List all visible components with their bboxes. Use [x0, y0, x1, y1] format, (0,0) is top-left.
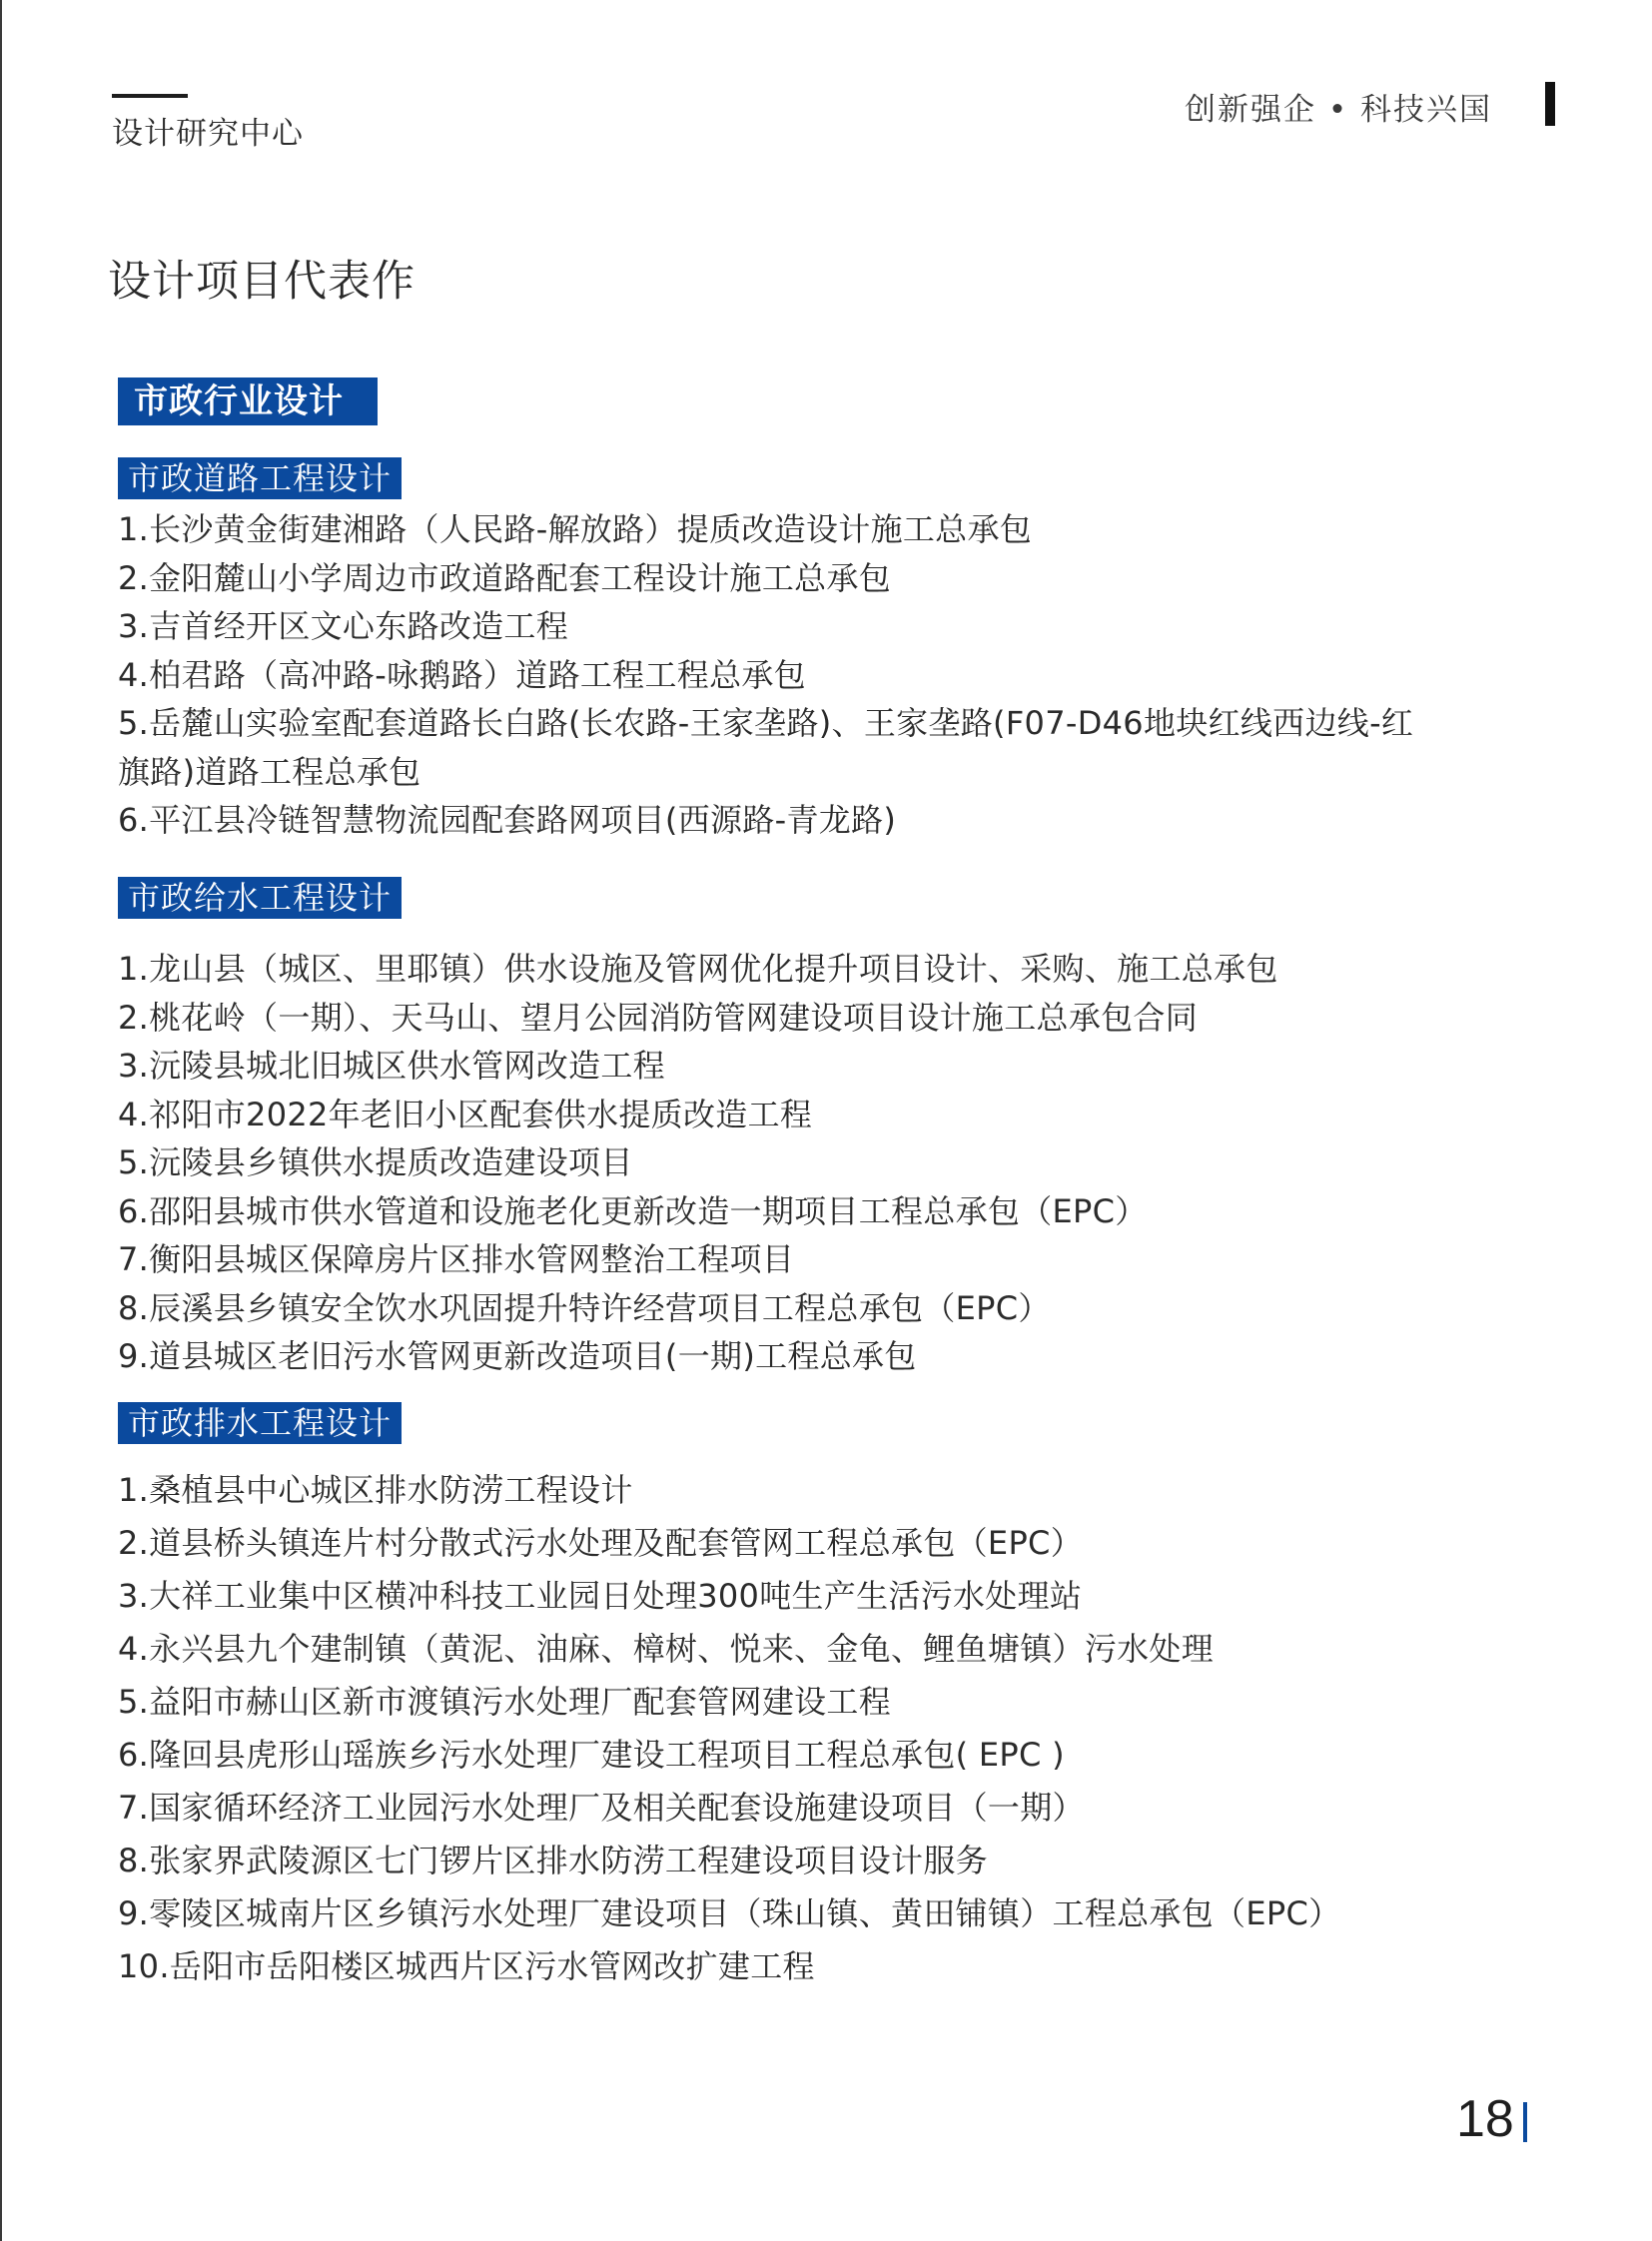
page-number-accent — [1523, 2102, 1527, 2142]
list-item: 6.隆回县虎形山瑶族乡污水处理厂建设工程项目工程总承包( EPC ) — [118, 1736, 1065, 1774]
list-item: 旗路)道路工程总承包 — [118, 752, 421, 791]
list-item: 2.桃花岭（一期）、天马山、望月公园消防管网建设项目设计施工总承包合同 — [118, 998, 1199, 1037]
category-heading: 市政行业设计 — [118, 377, 378, 425]
list-item: 1.桑植县中心城区排水防涝工程设计 — [118, 1471, 633, 1509]
section-road — [118, 457, 1556, 845]
project-list — [118, 1464, 1556, 1993]
list-item: 4.柏君路（高冲路-咏鹅路）道路工程工程总承包 — [118, 655, 806, 694]
list-item: 7.衡阳县城区保障房片区排水管网整治工程项目 — [118, 1240, 795, 1278]
list-item: 1.龙山县（城区、里耶镇）供水设施及管网优化提升项目设计、采购、施工总承包 — [118, 950, 1278, 988]
header-accent-bar — [1545, 82, 1555, 126]
department-title: 设计研究中心 — [112, 116, 304, 152]
list-item: 8.张家界武陵源区七门锣片区排水防涝工程建设项目设计服务 — [118, 1842, 988, 1879]
list-item: 5.益阳市赫山区新市渡镇污水处理厂配套管网建设工程 — [118, 1683, 892, 1721]
project-list — [118, 945, 1556, 1381]
list-item: 5.沅陵县乡镇供水提质改造建设项目 — [118, 1143, 633, 1181]
project-list — [118, 505, 1556, 845]
list-item: 9.道县城区老旧污水管网更新改造项目(一期)工程总承包 — [118, 1337, 917, 1375]
list-item: 8.辰溪县乡镇安全饮水巩固提升特许经营项目工程总承包（EPC） — [118, 1288, 1051, 1327]
list-item: 4.祁阳市2022年老旧小区配套供水提质改造工程 — [118, 1095, 813, 1133]
section-tag: 市政给水工程设计 — [118, 877, 402, 919]
list-item: 6.邵阳县城市供水管道和设施老化更新改造一期项目工程总承包（EPC） — [118, 1191, 1148, 1230]
list-item: 1.长沙黄金街建湘路（人民路-解放路）提质改造设计施工总承包 — [118, 510, 1033, 548]
list-item: 3.吉首经开区文心东路改造工程 — [118, 607, 569, 645]
page-title: 设计项目代表作 — [108, 257, 415, 307]
section-tag: 市政排水工程设计 — [118, 1402, 402, 1444]
list-item: 2.金阳麓山小学周边市政道路配套工程设计施工总承包 — [118, 558, 892, 597]
list-item: 4.永兴县九个建制镇（黄泥、油麻、樟树、悦来、金龟、鲤鱼塘镇）污水处理 — [118, 1630, 1215, 1668]
list-item: 3.大祥工业集中区横冲科技工业园日处理300吨生产生活污水处理站 — [118, 1577, 1083, 1615]
list-item: 7.国家循环经济工业园污水处理厂及相关配套设施建设项目（一期） — [118, 1789, 1085, 1827]
list-item: 10.岳阳市岳阳楼区城西片区污水管网改扩建工程 — [118, 1947, 815, 1985]
list-item: 3.沅陵县城北旧城区供水管网改造工程 — [118, 1047, 665, 1085]
page-left-border — [0, 0, 2, 2241]
section-tag: 市政道路工程设计 — [118, 457, 402, 499]
section-drainage — [118, 1402, 1556, 1993]
header-rule — [112, 94, 188, 98]
page-number: 18 — [1456, 2090, 1514, 2148]
section-water-supply — [118, 877, 1556, 1381]
slogan: 创新强企 • 科技兴国 — [1185, 92, 1492, 128]
list-item: 9.零陵区城南片区乡镇污水处理厂建设项目（珠山镇、黄田铺镇）工程总承包（EPC） — [118, 1894, 1341, 1932]
list-item: 6.平江县冷链智慧物流园配套路网项目(西源路-青龙路) — [118, 801, 897, 839]
list-item: 5.岳麓山实验室配套道路长白路(长农路-王家垄路)、王家垄路(F07-D46地块红线西边线-红 — [118, 704, 1414, 742]
list-item: 2.道县桥头镇连片村分散式污水处理及配套管网工程总承包（EPC） — [118, 1524, 1083, 1562]
